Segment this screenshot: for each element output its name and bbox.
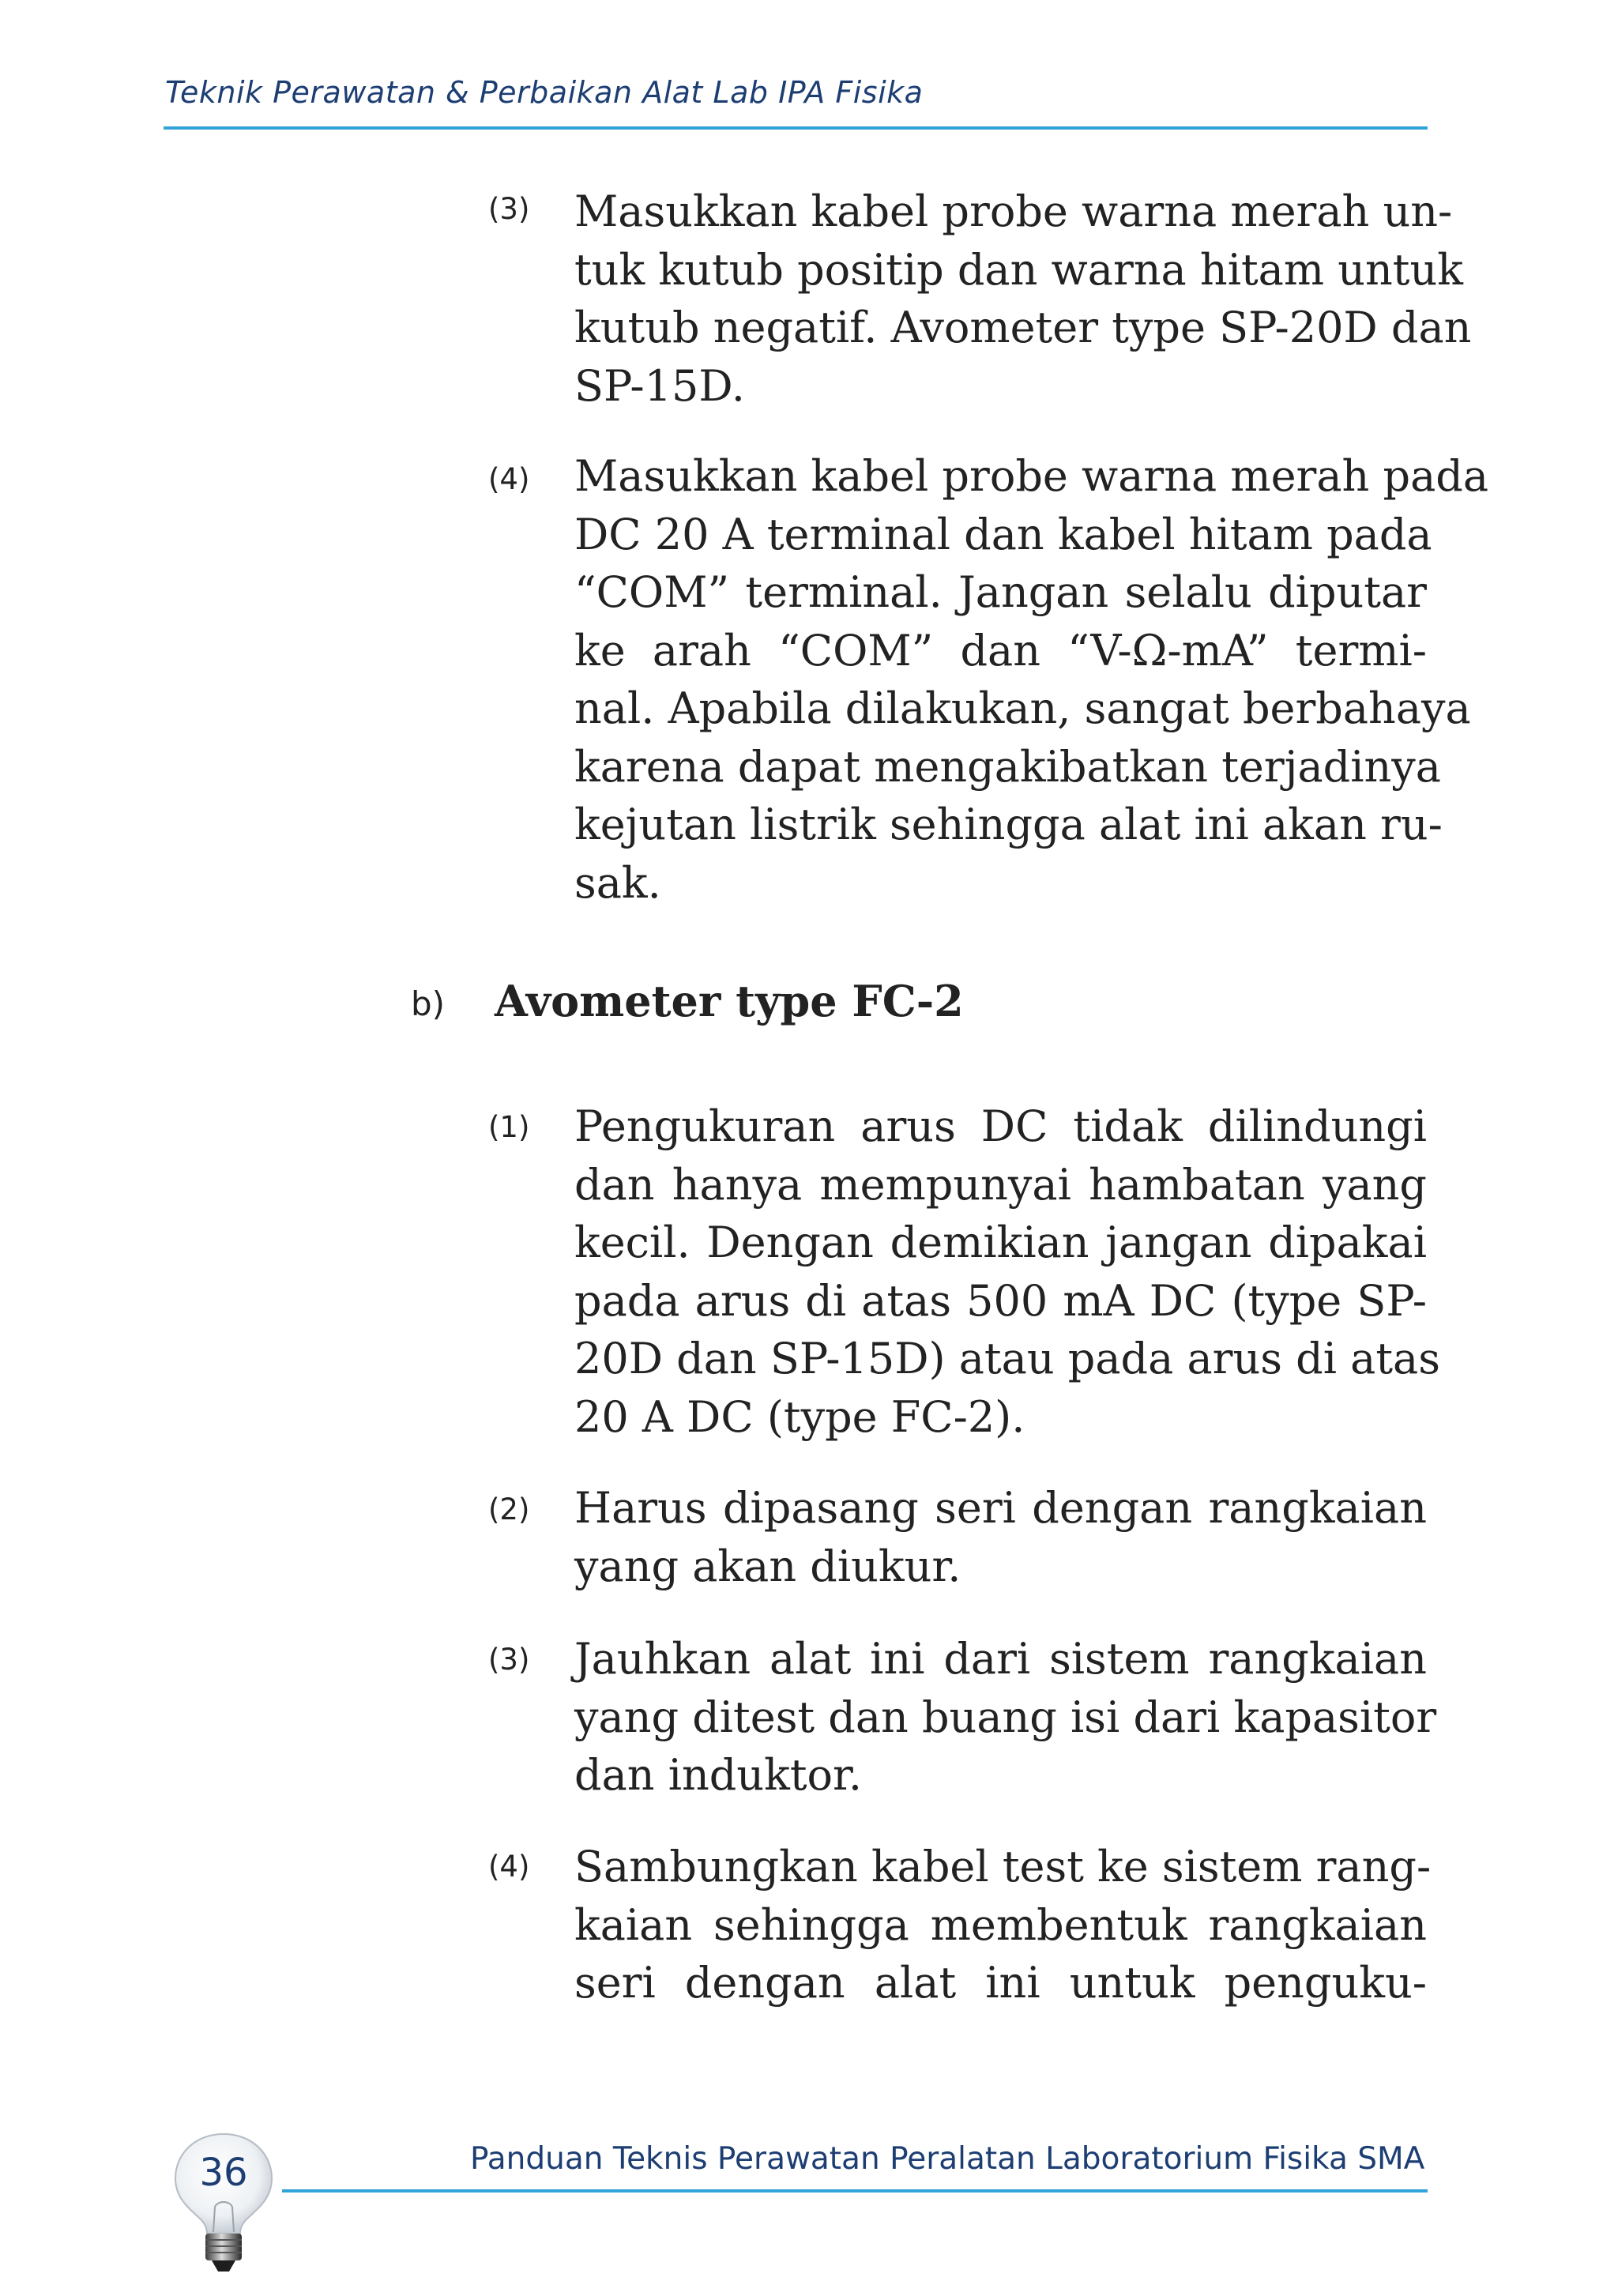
- text-line: pada arus di atas 500 mA DC (type SP-: [574, 1275, 1427, 1326]
- text-line: kaian sehingga membentuk rangkaian: [574, 1899, 1427, 1950]
- item-number: (3): [488, 1643, 530, 1677]
- text-line: dan hanya mempunyai hambatan yang: [574, 1159, 1427, 1210]
- text-line: 20 A DC (type FC-2).: [574, 1391, 1025, 1442]
- list-item-paragraph: [574, 183, 1472, 415]
- text-line: kecil. Dengan demikian jangan dipakai: [574, 1218, 1427, 1267]
- list-item-paragraph: [574, 1479, 1427, 1595]
- text-line: karena dapat mengakibatkan terjadinya: [574, 741, 1441, 792]
- text-line: tuk kutub positip dan warna hitam untuk: [574, 244, 1463, 295]
- text-line: sak.: [574, 857, 661, 908]
- text-line: kejutan listrik sehingga alat ini akan ru-: [574, 800, 1443, 849]
- item-number: (2): [488, 1492, 530, 1526]
- section-title: Avometer type FC-2: [495, 976, 964, 1026]
- section-label: b): [411, 984, 446, 1023]
- text-line: Pengukuran arus DC tidak dilindungi: [574, 1101, 1427, 1151]
- header-rule: [164, 126, 1428, 130]
- text-line: Sambungkan kabel test ke sistem rang-: [574, 1842, 1432, 1891]
- text-line: SP-15D.: [574, 360, 745, 411]
- list-item-paragraph: [574, 1630, 1437, 1805]
- item-number: (4): [488, 462, 530, 496]
- text-line: yang ditest dan buang isi dari kapasitor: [574, 1692, 1437, 1742]
- text-line: seri dengan alat ini untuk penguku-: [574, 1958, 1427, 2008]
- text-line: Harus dipasang seri dengan rangkaian: [574, 1483, 1427, 1533]
- text-line: ke arah “COM” dan “V-Ω-mA” termi-: [574, 625, 1427, 676]
- text-line: DC 20 A terminal dan kabel hitam pada: [574, 509, 1432, 559]
- list-item-paragraph: [574, 1838, 1432, 2012]
- item-number: (4): [488, 1850, 530, 1884]
- text-line: Masukkan kabel probe warna merah pada: [574, 451, 1489, 501]
- text-line: nal. Apabila dilakukan, sangat berbahaya: [574, 683, 1471, 733]
- text-line: yang akan diukur.: [574, 1541, 961, 1591]
- text-line: kutub negatif. Avometer type SP-20D dan: [574, 303, 1472, 352]
- page-number: 36: [199, 2151, 248, 2195]
- running-header: Teknik Perawatan & Perbaikan Alat Lab IPA Fisika: [165, 75, 924, 110]
- text-line: dan induktor.: [574, 1750, 863, 1800]
- list-item-paragraph: [574, 1097, 1440, 1446]
- text-line: 20D dan SP-15D) atau pada arus di atas: [574, 1334, 1440, 1383]
- text-line: Masukkan kabel probe warna merah un-: [574, 186, 1453, 236]
- item-number: (1): [488, 1110, 530, 1144]
- running-footer: Panduan Teknis Perawatan Peralatan Laboratorium Fisika SMA: [470, 2141, 1425, 2177]
- item-number: (3): [488, 192, 530, 226]
- footer-rule: [282, 2189, 1428, 2192]
- text-line: “COM” terminal. Jangan selalu diputar: [574, 567, 1427, 617]
- text-line: Jauhkan alat ini dari sistem rangkaian: [574, 1634, 1427, 1684]
- list-item-paragraph: [574, 447, 1489, 912]
